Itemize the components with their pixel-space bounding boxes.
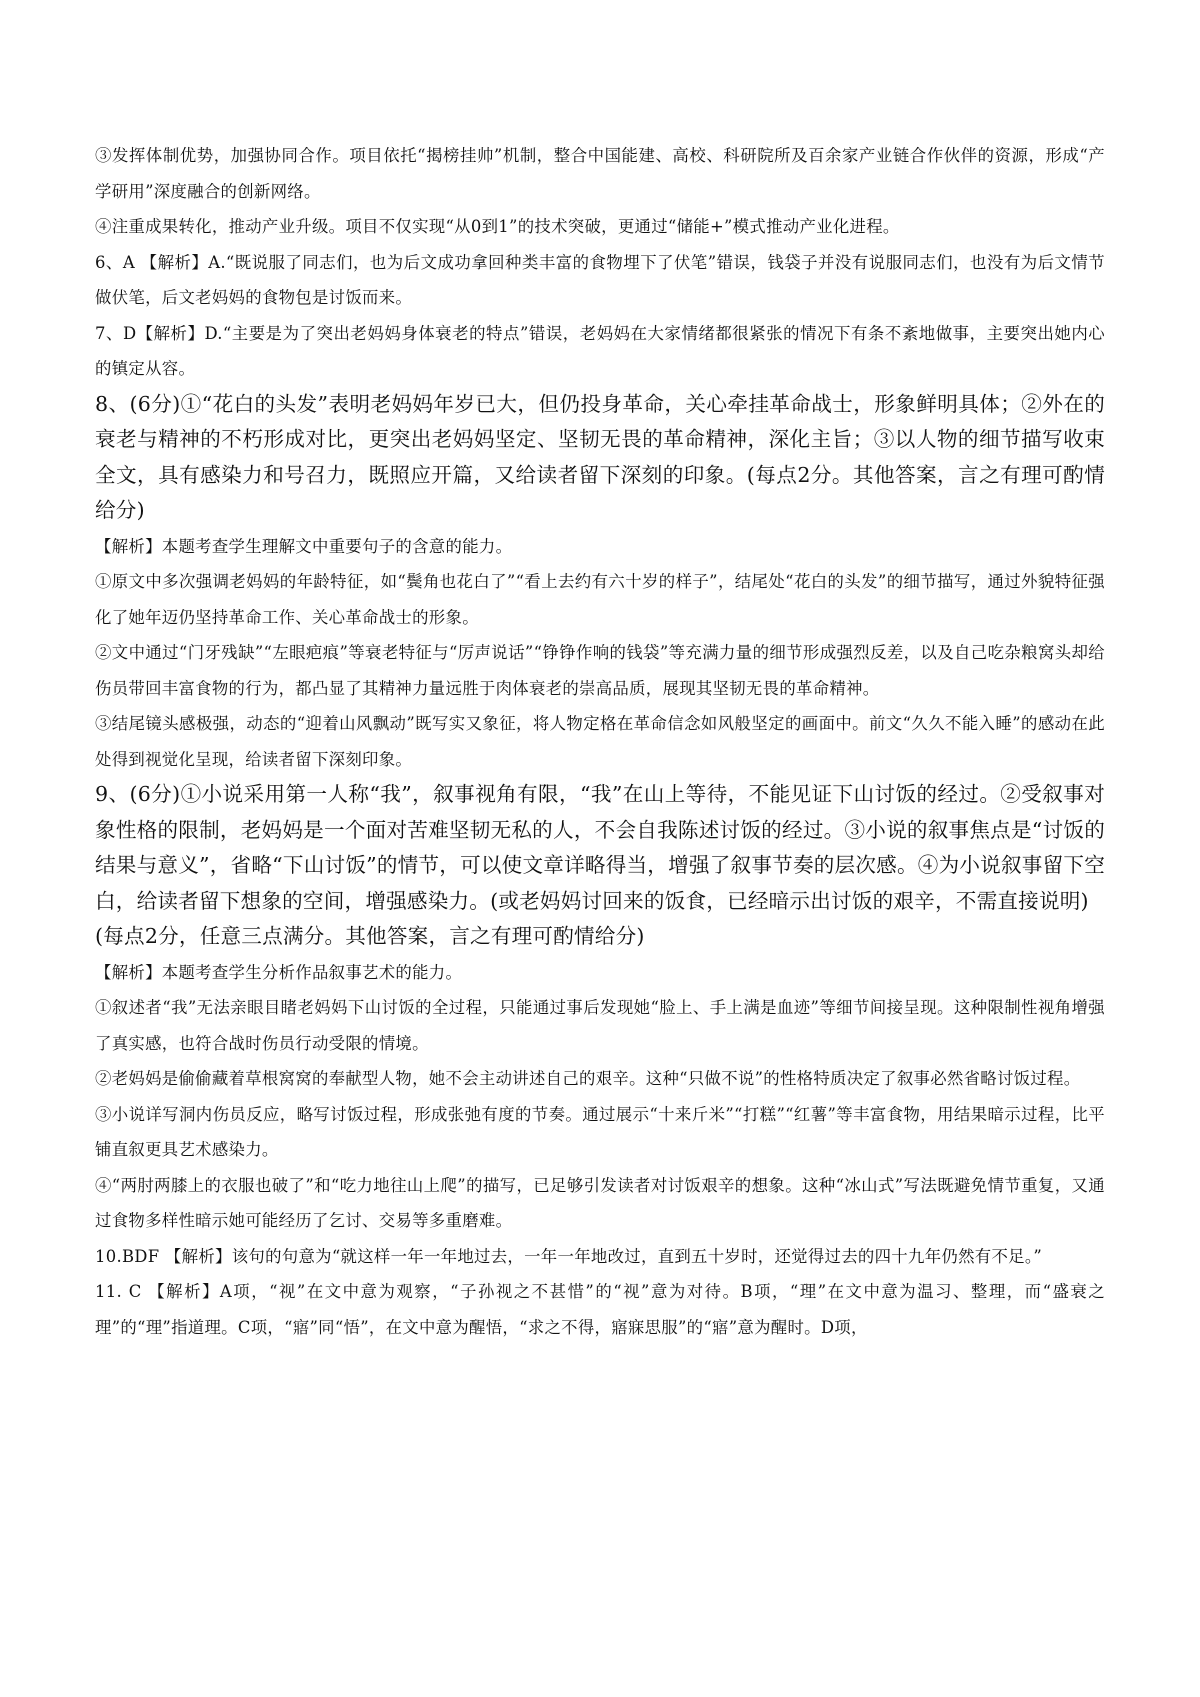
paragraph-q9-analysis-intro: 【解析】本题考查学生分析作品叙事艺术的能力。: [95, 962, 463, 982]
paragraph-q9-analysis-2: ②老妈妈是偷偷藏着草根窝窝的奉献型人物，她不会主动讲述自己的艰辛。这种“只做不说”的性格特质决定了叙事必然省略讨饭过程。: [95, 1069, 1081, 1088]
paragraph-q8-analysis-1: ①原文中多次强调老妈妈的年龄特征，如“鬓角也花白了”“看上去约有六十岁的样子”，结尾处“花白的头发”的细节描写，通过外貌特征强化了她年迈仍坚持革命工作、关心革命战士的形象。: [95, 572, 1105, 627]
paragraph-q8-analysis-3: ③结尾镜头感极强，动态的“迎着山风飘动”既写实又象征，将人物定格在革命信念如风般坚定的画面中。前文“久久不能入睡”的感动在此处得到视觉化呈现，给读者留下深刻印象。: [95, 714, 1105, 769]
paragraph-q11-answer: 11. C 【解析】A项，“视”在文中意为观察，“子孙视之不甚惜”的“视”意为对待。B项，“理”在文中意为温习、整理，而“盛衰之理”的“理”指道理。C项，“寤”同“悟”，在文中意为醒悟，“求之不得，寤寐思服”的“寤”意为醒时。D项，: [95, 1282, 1105, 1337]
paragraph-q9-analysis-3: ③小说详写洞内伤员反应，略写讨饭过程，形成张弛有度的节奏。通过展示“十来斤米”“打糕”“红薯”等丰富食物，用结果暗示过程，比平铺直叙更具艺术感染力。: [95, 1104, 1105, 1159]
paragraph-q10-answer: 10.BDF 【解析】该句的句意为“就这样一年一年地过去，一年一年地改过，直到五十岁时，还觉得过去的四十九年仍然有不足。”: [95, 1246, 1043, 1266]
paragraph-q5-point-3: ③发挥体制优势，加强协同合作。项目依托“揭榜挂帅”机制，整合中国能建、高校、科研院所及百余家产业链合作伙伴的资源，形成“产学研用”深度融合的创新网络。: [95, 146, 1105, 201]
paragraph-q7-answer: 7、D【解析】D.“主要是为了突出老妈妈身体衰老的特点”错误，老妈妈在大家情绪都很紧张的情况下有条不紊地做事，主要突出她内心的镇定从容。: [95, 323, 1105, 378]
paragraph-q9-answer: 9、(6分)①小说采用第一人称“我”，叙事视角有限，“我”在山上等待，不能见证下山讨饭的经过。②受叙事对象性格的限制，老妈妈是一个面对苦难坚韧无私的人，不会自我陈述讨饭的经过。③小说的叙事焦点是“讨饭的结果与意义”，省略“下山讨饭”的情节，可以使文章详略得当，增强了叙事节奏的层次感。④为小说叙事留下空白，给读者留下想象的空间，增强感染力。(或老妈妈讨回来的饭食，已经暗示出讨饭的艰辛，不需直接说明): [95, 782, 1105, 913]
paragraph-q9-scoring-note: (每点2分，任意三点满分。其他答案，言之有理可酌情给分): [95, 924, 645, 948]
paragraph-q6-answer: 6、A 【解析】A.“既说服了同志们，也为后文成功拿回种类丰富的食物埋下了伏笔”错误，钱袋子并没有说服同志们，也没有为后文情节做伏笔，后文老妈妈的食物包是讨饭而来。: [95, 252, 1105, 307]
paragraph-q8-analysis-2: ②文中通过“门牙残缺”“左眼疤痕”等衰老特征与“厉声说话”“铮铮作响的钱袋”等充满力量的细节形成强烈反差，以及自己吃杂粮窝头却给伤员带回丰富食物的行为，都凸显了其精神力量远胜于肉体衰老的崇高品质，展现其坚韧无畏的革命精神。: [95, 643, 1105, 698]
answer-text-body: [95, 138, 1105, 1345]
paragraph-q8-analysis-intro: 【解析】本题考查学生理解文中重要句子的含意的能力。: [95, 536, 513, 556]
paragraph-q9-analysis-4: ④“两肘两膝上的衣服也破了”和“吃力地往山上爬”的描写，已足够引发读者对讨饭艰辛的想象。这种“冰山式”写法既避免情节重复，又通过食物多样性暗示她可能经历了乞讨、交易等多重磨难。: [95, 1175, 1105, 1230]
paragraph-q9-analysis-1: ①叙述者“我”无法亲眼目睹老妈妈下山讨饭的全过程，只能通过事后发现她“脸上、手上满是血迹”等细节间接呈现。这种限制性视角增强了真实感，也符合战时伤员行动受限的情境。: [95, 998, 1105, 1053]
paragraph-q8-answer: 8、(6分)①“花白的头发”表明老妈妈年岁已大，但仍投身革命，关心牵挂革命战士，形象鲜明具体；②外在的衰老与精神的不朽形成对比，更突出老妈妈坚定、坚韧无畏的革命精神，深化主旨；③以人物的细节描写收束全文，具有感染力和号召力，既照应开篇，又给读者留下深刻的印象。(每点2分。其他答案，言之有理可酌情给分): [95, 391, 1105, 522]
paragraph-q5-point-4: ④注重成果转化，推动产业升级。项目不仅实现“从0到1”的技术突破，更通过“储能+”模式推动产业化进程。: [95, 217, 900, 236]
